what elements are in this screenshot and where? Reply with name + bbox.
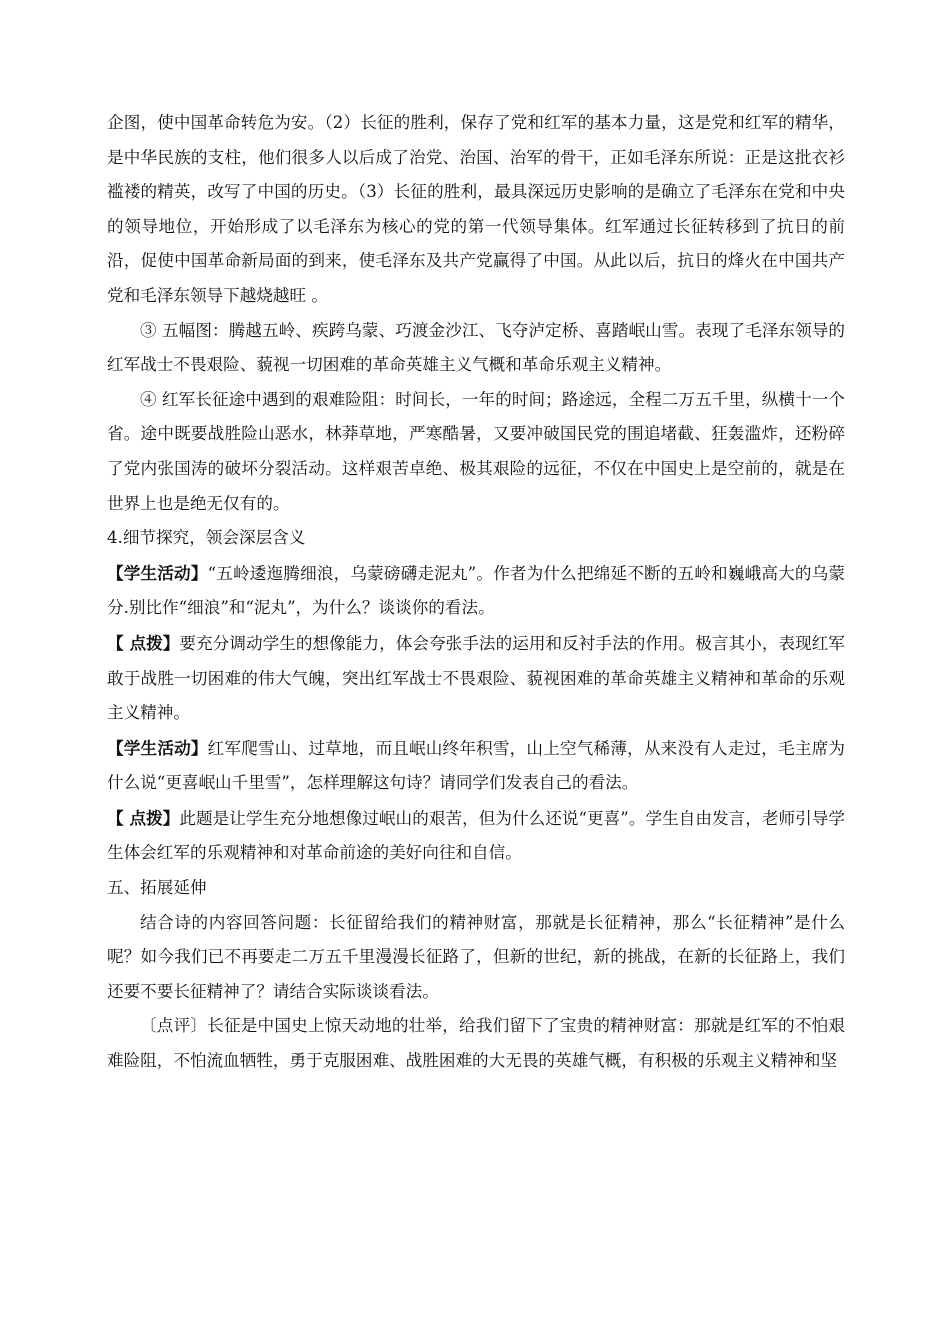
student-activity-1 [107, 556, 845, 626]
section-heading-extension: 五、拓展延伸 [107, 878, 207, 898]
student-activity-text: “五岭逶迤腾细浪，乌蒙磅礴走泥丸”。作者为什么把绵延不断的五岭和巍峨高大的乌蒙分.别比作“细浪”和“泥丸”，为什么？谈谈你的看法。 [107, 563, 846, 618]
paragraph-five-pictures: ③ 五幅图：腾越五岭、疾跨乌蒙、巧渡金沙江、飞夺泸定桥、喜踏岷山雪。表现了毛泽东领导的红军战士不畏艰险、藐视一切困难的革命英雄主义气概和革命乐观主义精神。 [107, 320, 845, 375]
section-heading-detail-inquiry: 4.细节探究，领会深层含义 [107, 528, 306, 548]
guidance-1 [107, 626, 845, 731]
guidance-text: 此题是让学生充分地想像过岷山的艰苦，但为什么还说“更喜”。学生自由发言，老师引导学生体会红军的乐观精神和对革命前途的美好向往和自信。 [107, 808, 845, 863]
student-activity-text: 红军爬雪山、过草地，而且岷山终年积雪，山上空气稀薄，从来没有人走过，毛主席为什么说“更喜岷山千里雪”，怎样理解这句诗？请同学们发表自己的看法。 [107, 738, 846, 793]
label-student-activity: 【学生活动】 [107, 737, 208, 758]
student-activity-2 [107, 731, 845, 801]
label-student-activity: 【学生活动】 [107, 562, 208, 583]
paragraph-long-march-significance: 企图，使中国革命转危为安。（2）长征的胜利，保存了党和红军的基本力量，这是党和红军的精华，是中华民族的支柱，他们很多人以后成了治党、治国、治军的骨干，正如毛泽东所说：正是这批衣衫褴褛的精英，改写了中国的历史。（3）长征的胜利，最具深远历史影响的是确立了毛泽东在党和中央的领导地位，开始形成了以毛泽东为核心的党的第一代领导集体。红军通过长征转移到了抗日的前沿，促使中国革命新局面的到来，使毛泽东及共产党赢得了中国。从此以后，抗日的烽火在中国共产党和毛泽东领导下越烧越旺 。 [107, 113, 845, 305]
document-body [107, 106, 845, 1079]
label-guidance: 【 点拨】 [107, 632, 180, 653]
paragraph-hardships: ④ 红军长征途中遇到的艰难险阻：时间长，一年的时间；路途远，全程二万五千里，纵横十一个省。途中既要战胜险山恶水，林莽草地，严寒酷暑，又要冲破国民党的围追堵截、狂轰滥炸，还粉碎了党内张国涛的破坏分裂活动。这样艰苦卓绝、极其艰险的远征，不仅在中国史上是空前的，就是在世界上也是绝无仅有的。 [107, 389, 845, 513]
guidance-text: 要充分调动学生的想像能力，体会夸张手法的运用和反衬手法的作用。极言其小，表现红军敢于战胜一切困难的伟大气魄，突出红军战士不畏艰险、藐视困难的革命英雄主义精神和革命的乐观主义精神。 [107, 633, 845, 723]
label-guidance: 【 点拨】 [107, 807, 180, 828]
guidance-2 [107, 801, 845, 871]
paragraph-extension-question: 结合诗的内容回答问题：长征留给我们的精神财富，那就是长征精神，那么“长征精神”是什么呢？如今我们已不再要走二万五千里漫漫长征路了，但新的世纪，新的挑战，在新的长征路上，我们还要不要长征精神了？请结合实际谈谈看法。 [107, 912, 845, 1001]
paragraph-comment: 〔点评〕长征是中国史上惊天动地的壮举，给我们留下了宝贵的精神财富：那就是红军的不怕艰难险阻，不怕流血牺牲，勇于克服困难、战胜困难的大无畏的英雄气概，有积极的乐观主义精神和坚 [107, 1016, 845, 1071]
